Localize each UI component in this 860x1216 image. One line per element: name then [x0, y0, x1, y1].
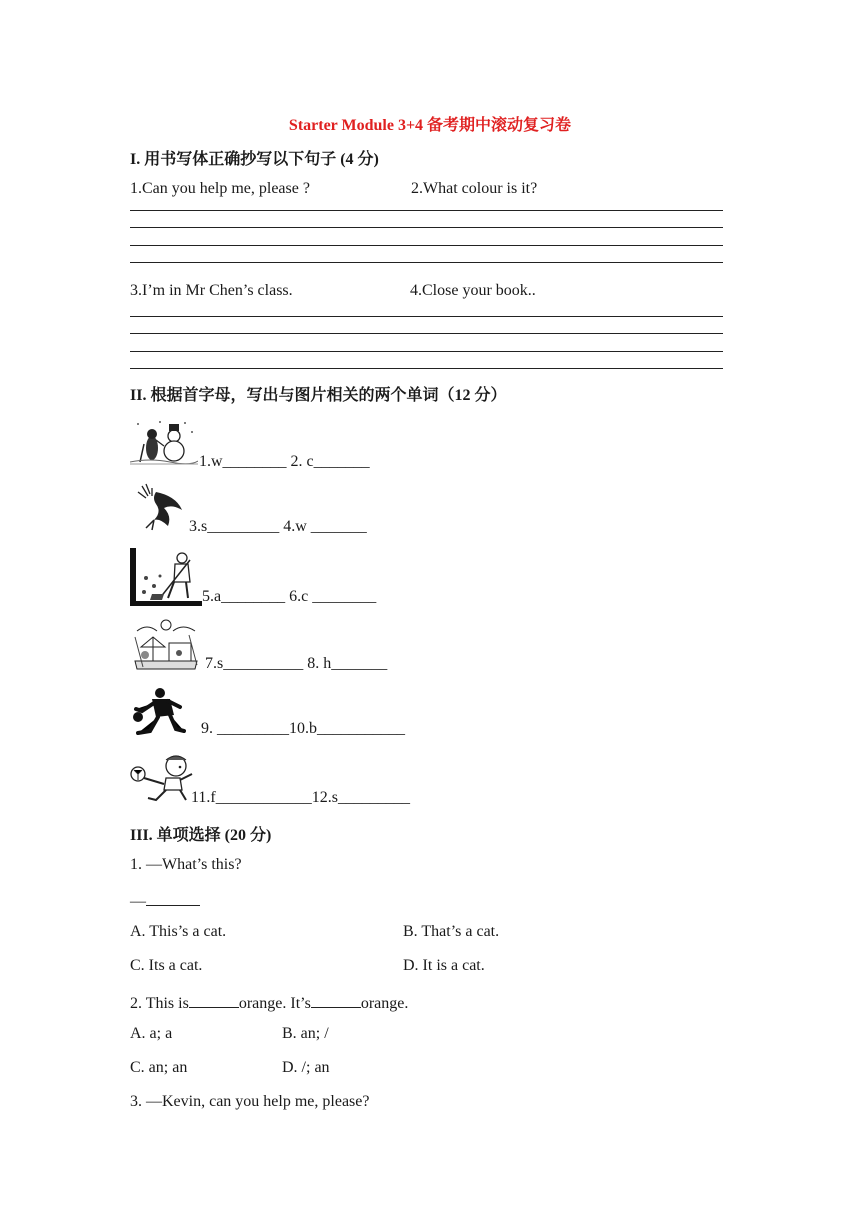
question-3: 3. —Kevin, can you help me, please? — [130, 1093, 370, 1110]
q1-option-d[interactable]: D. It is a cat. — [403, 957, 485, 974]
section-2-heading: II. 根据首字母，写出与图片相关的两个单词（12 分） — [130, 387, 507, 404]
q2-option-b[interactable]: B. an; / — [282, 1025, 329, 1042]
answer-dash: — — [130, 893, 146, 910]
q2-blank-2[interactable] — [311, 991, 361, 1008]
question-2 — [130, 991, 408, 1013]
basketball-player-icon — [130, 687, 186, 737]
writing-line[interactable] — [130, 210, 723, 211]
q1-option-c[interactable]: C. Its a cat. — [130, 957, 203, 974]
writing-line[interactable] — [130, 227, 723, 228]
question-1: 1. —What’s this? — [130, 856, 242, 873]
picture-words-row-1[interactable]: 1.w________ 2. c_______ — [199, 453, 370, 470]
q2-option-a[interactable]: A. a; a — [130, 1025, 173, 1042]
q2-part-1: 2. This is — [130, 995, 189, 1012]
writing-line[interactable] — [130, 351, 723, 352]
snowman-icon — [130, 418, 198, 466]
writing-line[interactable] — [130, 333, 723, 334]
section-3-heading: III. 单项选择 (20 分) — [130, 827, 272, 844]
sweeping-leaves-icon — [130, 548, 202, 606]
writing-line[interactable] — [130, 245, 723, 246]
sentence-2: 2.What colour is it? — [411, 180, 538, 197]
q2-part-3: orange. — [360, 995, 409, 1012]
football-boy-icon — [130, 752, 196, 804]
picture-words-row-2[interactable]: 3.s_________ 4.w _______ — [189, 518, 367, 535]
writing-line[interactable] — [130, 316, 723, 317]
q2-option-c[interactable]: C. an; an — [130, 1059, 188, 1076]
q2-blank-1[interactable] — [189, 991, 239, 1008]
section-1-heading: I. 用书写体正确抄写以下句子 (4 分) — [130, 151, 379, 168]
picture-words-row-5[interactable]: 9. _________10.b___________ — [201, 720, 405, 737]
picture-words-row-3[interactable]: 5.a________ 6.c ________ — [202, 588, 377, 605]
swallow-icon — [132, 482, 187, 532]
q1-option-a[interactable]: A. This’s a cat. — [130, 923, 227, 940]
sentence-3: 3.I’m in Mr Chen’s class. — [130, 282, 293, 299]
q2-option-d[interactable]: D. /; an — [282, 1059, 330, 1076]
picture-words-row-6[interactable]: 11.f____________12.s_________ — [191, 789, 410, 806]
sentence-1: 1.Can you help me, please ? — [130, 180, 310, 197]
q2-part-2: orange. It’s — [238, 995, 311, 1012]
picture-words-row-4[interactable]: 7.s__________ 8. h_______ — [205, 655, 388, 672]
sentence-4: 4.Close your book.. — [410, 282, 536, 299]
page-title: Starter Module 3+4 备考期中滚动复习卷 — [288, 117, 572, 134]
question-1-answer — [130, 889, 200, 911]
answer-blank[interactable] — [146, 889, 200, 906]
q1-option-b[interactable]: B. That’s a cat. — [403, 923, 500, 940]
writing-line[interactable] — [130, 262, 723, 263]
writing-line[interactable] — [130, 368, 723, 369]
summer-beach-icon — [133, 617, 199, 671]
